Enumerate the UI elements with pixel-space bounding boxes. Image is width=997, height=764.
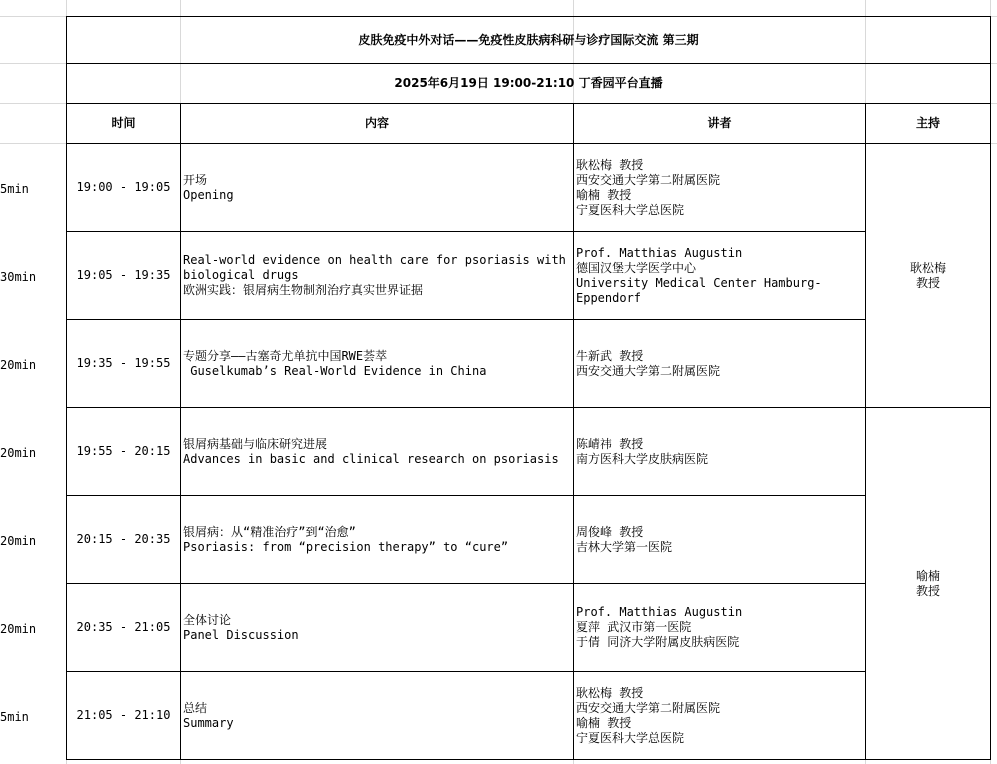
session-speaker — [574, 408, 866, 496]
session-time: 19:35 - 19:55 — [67, 320, 181, 408]
speaker-line: 喻楠 教授 — [576, 715, 632, 730]
session-time: 20:15 - 20:35 — [67, 496, 181, 584]
content-line: Psoriasis: from “precision therapy” to “cure” — [183, 539, 509, 554]
speaker-line: 于倩 同济大学附属皮肤病医院 — [576, 635, 740, 649]
table-row — [67, 672, 991, 760]
table-row — [67, 408, 991, 496]
host-name: 耿松梅 — [909, 260, 946, 275]
session-content — [181, 144, 574, 232]
speaker-line: 西安交通大学第二附属医院 — [576, 700, 721, 715]
session-speaker — [574, 144, 866, 232]
speaker-line: 陈崝祎 教授 — [576, 436, 644, 451]
session-content — [181, 584, 574, 672]
duration-label: 20min — [0, 358, 37, 372]
session-content — [181, 672, 574, 760]
header-content: 内容 — [181, 104, 574, 144]
content-line: 银屑病基础与临床研究进展 — [183, 436, 328, 451]
session-speaker — [574, 232, 866, 320]
speaker-line: 耿松梅 教授 — [576, 157, 644, 172]
speaker-line: 宁夏医科大学总医院 — [576, 730, 685, 745]
duration-label: 20min — [0, 622, 37, 636]
speaker-line: 南方医科大学皮肤病医院 — [576, 451, 709, 466]
page-title: 皮肤免疫中外对话——免疫性皮肤病科研与诊疗国际交流 第三期 — [67, 17, 991, 64]
speaker-line: Prof. Matthias Augustin — [576, 245, 743, 260]
speaker-line: Prof. Matthias Augustin — [576, 605, 743, 619]
content-line: Summary — [183, 715, 234, 730]
duration-label: 20min — [0, 534, 37, 548]
host-cell — [866, 408, 991, 760]
table-row — [67, 584, 991, 672]
host-name: 喻楠 — [915, 568, 940, 583]
duration-label: 5min — [0, 710, 29, 724]
session-time: 19:55 - 20:15 — [67, 408, 181, 496]
content-line: 银屑病：从“精准治疗”到“治愈” — [183, 524, 356, 539]
speaker-line: 吉林大学第一医院 — [576, 539, 673, 554]
session-time: 20:35 - 21:05 — [67, 584, 181, 672]
session-time: 19:00 - 19:05 — [67, 144, 181, 232]
speaker-line: Eppendorf — [576, 290, 642, 305]
header-time: 时间 — [67, 104, 181, 144]
session-speaker — [574, 672, 866, 760]
speaker-line: 喻楠 教授 — [576, 187, 632, 202]
schedule-table — [66, 16, 991, 760]
session-content — [181, 496, 574, 584]
session-speaker — [574, 320, 866, 408]
content-line: Guselkumab’s Real-World Evidence in China — [183, 363, 487, 378]
speaker-line: 牛新武 教授 — [576, 348, 644, 363]
table-row — [67, 232, 991, 320]
speaker-line: 耿松梅 教授 — [576, 685, 644, 700]
host-title: 教授 — [915, 275, 940, 290]
speaker-line: 宁夏医科大学总医院 — [576, 202, 685, 217]
host-cell — [866, 144, 991, 408]
content-line: Real-world evidence on health care for psoriasis with — [183, 253, 566, 267]
speaker-line: 夏萍 武汉市第一医院 — [576, 620, 692, 634]
content-line: 总结 — [183, 700, 208, 715]
speaker-line: University Medical Center Hamburg- — [576, 275, 822, 290]
session-content — [181, 320, 574, 408]
speaker-line: 德国汉堡大学医学中心 — [576, 260, 697, 275]
content-line: Opening — [183, 187, 234, 202]
table-row — [67, 320, 991, 408]
table-row — [67, 496, 991, 584]
speaker-line: 周俊峰 教授 — [576, 524, 644, 539]
session-content — [181, 408, 574, 496]
session-speaker — [574, 584, 866, 672]
session-content — [181, 232, 574, 320]
duration-label: 30min — [0, 270, 37, 284]
duration-label: 5min — [0, 182, 29, 196]
table-row — [67, 144, 991, 232]
speaker-line: 西安交通大学第二附属医院 — [576, 172, 721, 187]
session-time: 19:05 - 19:35 — [67, 232, 181, 320]
content-line: Panel Discussion — [183, 627, 299, 642]
content-line: 欧洲实践：银屑病生物制剂治疗真实世界证据 — [183, 283, 424, 297]
header-speaker: 讲者 — [574, 104, 866, 144]
header-host: 主持 — [866, 104, 991, 144]
session-speaker — [574, 496, 866, 584]
content-line: 全体讨论 — [183, 612, 232, 627]
session-time: 21:05 - 21:10 — [67, 672, 181, 760]
content-line: biological drugs — [183, 268, 299, 282]
content-line: 专题分享——古塞奇尤单抗中国RWE荟萃 — [183, 348, 388, 363]
content-line: Advances in basic and clinical research on psoriasis — [183, 451, 559, 466]
host-title: 教授 — [915, 583, 940, 598]
speaker-line: 西安交通大学第二附属医院 — [576, 363, 721, 378]
duration-label: 20min — [0, 446, 37, 460]
event-subtitle: 2025年6月19日 19:00-21:10 丁香园平台直播 — [67, 64, 991, 104]
content-line: 开场 — [183, 172, 208, 187]
